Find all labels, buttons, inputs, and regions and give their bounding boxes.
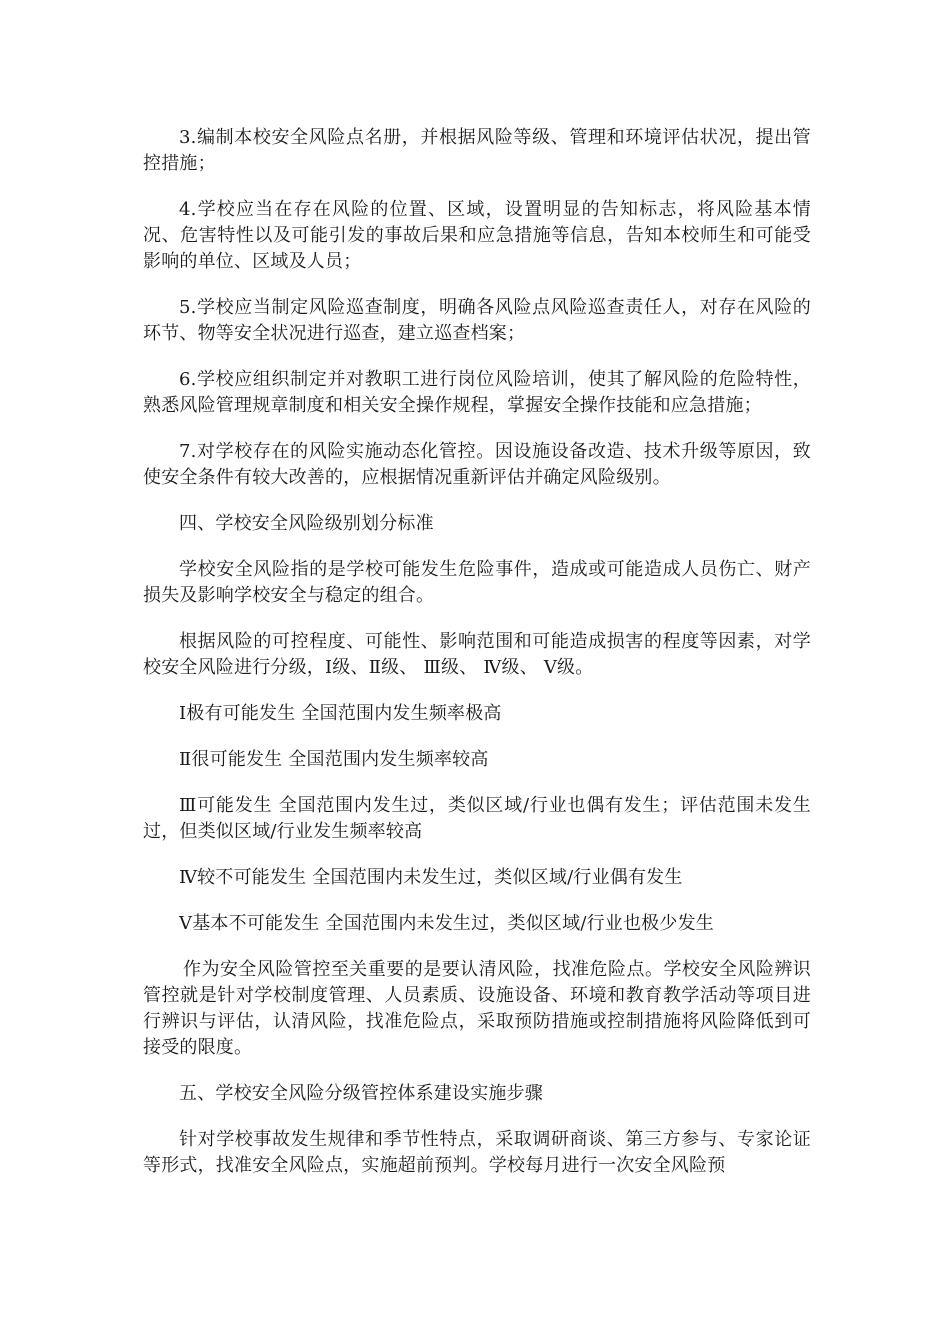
paragraph-risk-identification: 作为安全风险管控至关重要的是要认清风险，找准危险点。学校安全风险辨识管控就是针对学校制度管理、人员素质、设施设备、环境和教育教学活动等项目进行辨识与评估，认清风险，找准危险点，采取预防措施或控制措施将风险降低到可接受的限度。 (143, 959, 811, 1058)
risk-level-5: Ⅴ基本不可能发生 全国范围内未发生过，类似区域/行业也极少发生 (179, 913, 714, 934)
paragraph-item-7: 7.对学校存在的风险实施动态化管控。因设施设备改造、技术升级等原因，致使安全条件有较大改善的，应根据情况重新评估并确定风险级别。 (143, 441, 811, 488)
risk-level-2: Ⅱ很可能发生 全国范围内发生频率较高 (179, 749, 489, 770)
paragraph-item-5: 5.学校应当制定风险巡查制度，明确各风险点风险巡查责任人，对存在风险的环节、物等安全状况进行巡查，建立巡查档案； (143, 297, 811, 344)
paragraph-item-3: 3.编制本校安全风险点名册，并根据风险等级、管理和环境评估状况，提出管控措施； (143, 127, 811, 174)
section-heading-4: 四、学校安全风险级别划分标准 (179, 513, 434, 534)
risk-level-3: Ⅲ可能发生 全国范围内发生过，类似区域/行业也偶有发生；评估范围未发生过，但类似区域/行业发生频率较高 (143, 795, 811, 842)
section-heading-5: 五、学校安全风险分级管控体系建设实施步骤 (179, 1083, 543, 1104)
paragraph-item-4: 4.学校应当在存在风险的位置、区域，设置明显的告知标志，将风险基本情况、危害特性以及可能引发的事故后果和应急措施等信息，告知本校师生和可能受影响的单位、区域及人员； (143, 199, 811, 272)
risk-level-1: Ⅰ极有可能发生 全国范围内发生频率极高 (179, 703, 502, 724)
paragraph-risk-grading: 根据风险的可控程度、可能性、影响范围和可能造成损害的程度等因素，对学校安全风险进行分级，Ⅰ级、Ⅱ级、 Ⅲ级、 Ⅳ级、 Ⅴ级。 (143, 631, 811, 678)
document-body (143, 125, 811, 1199)
risk-level-4: Ⅳ较不可能发生 全国范围内未发生过，类似区域/行业偶有发生 (179, 867, 683, 888)
paragraph-risk-definition: 学校安全风险指的是学校可能发生危险事件，造成或可能造成人员伤亡、财产损失及影响学校安全与稳定的组合。 (143, 559, 811, 606)
paragraph-implementation: 针对学校事故发生规律和季节性特点，采取调研商谈、第三方参与、专家论证等形式，找准安全风险点，实施超前预判。学校每月进行一次安全风险预 (143, 1129, 811, 1176)
paragraph-item-6: 6.学校应组织制定并对教职工进行岗位风险培训，使其了解风险的危险特性，熟悉风险管理规章制度和相关安全操作规程，掌握安全操作技能和应急措施； (143, 369, 811, 416)
